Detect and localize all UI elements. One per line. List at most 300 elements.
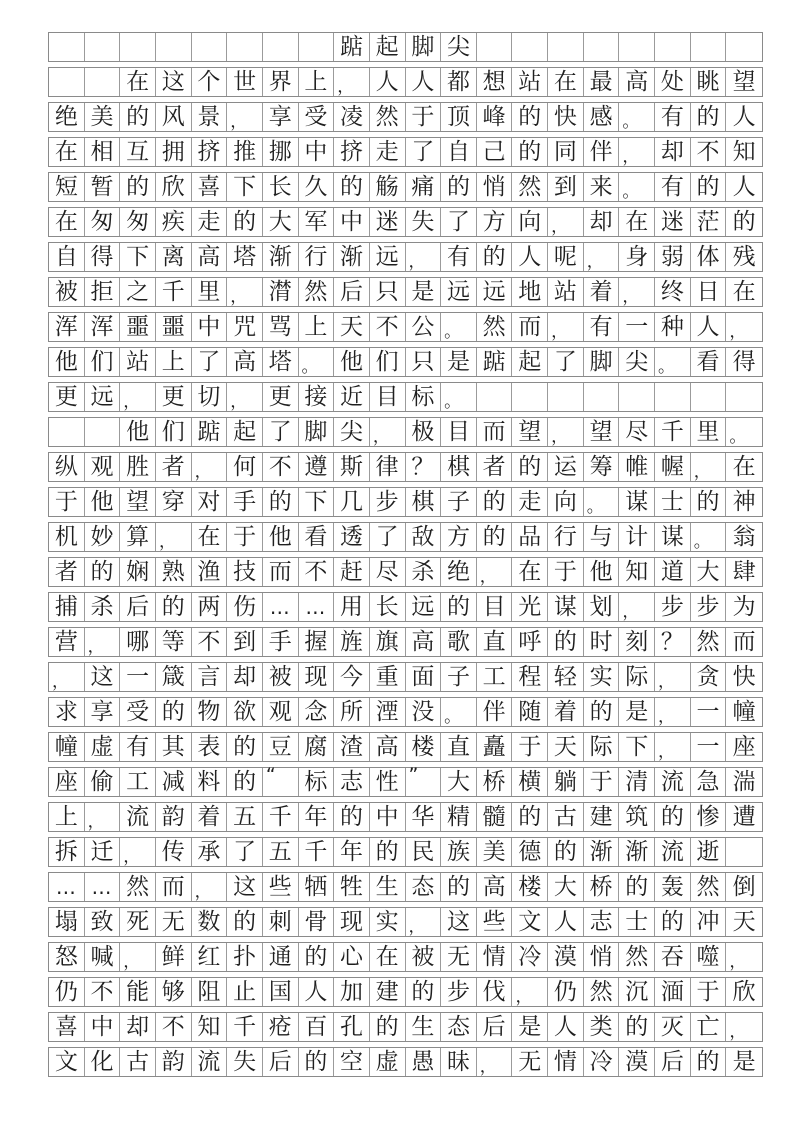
handwritten-character: 灭 [660, 1013, 684, 1040]
grid-cell [691, 663, 727, 691]
handwritten-character: 世 [233, 68, 257, 95]
grid-cell [691, 418, 727, 446]
handwritten-character: 后 [340, 278, 364, 305]
grid-cell [548, 138, 584, 166]
handwritten-character: 死 [126, 908, 150, 935]
handwritten-character: 熟 [161, 558, 185, 585]
grid-cell [370, 348, 406, 376]
handwritten-character: 品 [518, 523, 542, 550]
handwritten-character: 向 [518, 208, 542, 235]
handwritten-character: 地 [518, 278, 542, 305]
handwritten-character: 算 [126, 523, 150, 550]
grid-cell [548, 488, 584, 516]
handwritten-character: 是 [518, 1013, 542, 1040]
handwritten-character: 流 [660, 838, 684, 865]
grid-cell [477, 1048, 513, 1076]
grid-cell [263, 348, 299, 376]
handwritten-character: 了 [197, 348, 221, 375]
grid-cell [441, 68, 477, 96]
grid-cell [227, 733, 263, 761]
grid-cell [334, 593, 370, 621]
grid-cell [49, 803, 85, 831]
handwritten-character: 类 [589, 1013, 613, 1040]
handwritten-character: 美 [90, 103, 114, 130]
handwritten-character: 浑 [90, 313, 114, 340]
grid-cell [263, 764, 299, 796]
handwritten-character: 料 [197, 768, 221, 795]
grid-cell [655, 873, 691, 901]
handwritten-character: ， [408, 917, 426, 937]
grid-cell [120, 278, 156, 306]
grid-cell [726, 103, 762, 131]
handwritten-character: 他 [54, 348, 78, 375]
grid-cell [619, 68, 655, 96]
grid-cell [406, 278, 442, 306]
grid-cell [477, 453, 513, 481]
grid-cell [584, 523, 620, 551]
handwritten-character: 悄 [482, 173, 506, 200]
handwritten-character: 塌 [54, 908, 78, 935]
grid-cell [120, 208, 156, 236]
handwritten-character: 凌 [340, 103, 364, 130]
handwritten-character: 长 [375, 593, 399, 620]
grid-cell [85, 68, 121, 96]
grid-cell [334, 803, 370, 831]
handwritten-character: 。 [693, 532, 711, 552]
handwritten-character: 楼 [411, 733, 435, 760]
grid-cell [512, 803, 548, 831]
handwritten-character: 胜 [126, 453, 150, 480]
grid-cell [548, 698, 584, 726]
grid-cell [156, 628, 192, 656]
grid-cell [726, 663, 762, 691]
grid-cell [655, 628, 691, 656]
handwritten-character: 运 [553, 453, 577, 480]
handwritten-character: 扑 [233, 943, 257, 970]
grid-cell [691, 208, 727, 236]
grid-cell [49, 313, 85, 341]
grid-cell [406, 243, 442, 271]
text-row [48, 872, 763, 902]
grid-cell [441, 418, 477, 446]
handwritten-character: 一 [625, 313, 649, 340]
handwritten-character: 更 [54, 383, 78, 410]
grid-cell [156, 68, 192, 96]
grid-cell [334, 313, 370, 341]
handwritten-character: ， [515, 987, 533, 1007]
handwritten-character: 用 [340, 593, 364, 620]
grid-cell [512, 628, 548, 656]
grid-cell [263, 33, 299, 61]
handwritten-character: 噩 [161, 313, 185, 340]
grid-cell [619, 733, 655, 761]
grid-cell [477, 873, 513, 901]
handwritten-character: 传 [161, 838, 185, 865]
handwritten-character: 只 [375, 278, 399, 305]
grid-cell [726, 138, 762, 166]
handwritten-character: ？ [411, 453, 435, 480]
grid-cell [619, 803, 655, 831]
grid-cell [227, 173, 263, 201]
grid-cell [120, 523, 156, 551]
handwritten-character: ， [693, 462, 711, 482]
handwritten-character: 里 [696, 418, 720, 445]
grid-cell [227, 103, 263, 131]
grid-cell [691, 173, 727, 201]
handwritten-character: 风 [161, 103, 185, 130]
handwritten-character: 手 [268, 628, 292, 655]
grid-cell [406, 488, 442, 516]
handwritten-character: 体 [696, 243, 720, 270]
handwritten-character: 不 [161, 1013, 185, 1040]
grid-cell [441, 558, 477, 586]
handwritten-character: 渣 [340, 733, 364, 760]
grid-cell [227, 313, 263, 341]
handwritten-character: 他 [340, 348, 364, 375]
handwritten-character: 被 [268, 663, 292, 690]
handwritten-character: 的 [732, 208, 756, 235]
grid-cell [299, 1048, 335, 1076]
grid-cell [263, 523, 299, 551]
handwritten-character: 横 [518, 768, 542, 795]
handwritten-character: 推 [233, 138, 257, 165]
handwritten-character: 迁 [90, 838, 114, 865]
grid-cell [334, 103, 370, 131]
handwritten-character: 人 [411, 68, 435, 95]
handwritten-character: 妙 [90, 523, 114, 550]
grid-cell [477, 768, 513, 796]
handwritten-character: 切 [197, 383, 221, 410]
grid-cell [370, 908, 406, 936]
handwritten-character: 却 [589, 208, 613, 235]
handwritten-character: 旌 [340, 628, 364, 655]
handwritten-character: 无 [518, 1048, 542, 1075]
grid-cell [619, 488, 655, 516]
handwritten-character: 不 [696, 138, 720, 165]
handwritten-character: 物 [197, 698, 221, 725]
handwritten-character: 觞 [375, 173, 399, 200]
grid-cell [726, 68, 762, 96]
grid-cell [548, 628, 584, 656]
handwritten-character: 实 [589, 663, 613, 690]
grid-cell [192, 873, 228, 901]
handwritten-character: 怒 [54, 943, 78, 970]
grid-cell [655, 1048, 691, 1076]
handwritten-character: 。 [586, 497, 604, 517]
grid-cell [156, 768, 192, 796]
handwritten-character: 棋 [411, 488, 435, 515]
handwritten-character: 们 [90, 348, 114, 375]
handwritten-character: 流 [660, 768, 684, 795]
handwritten-character: 豆 [268, 733, 292, 760]
handwritten-character: 流 [126, 803, 150, 830]
handwritten-character: 年 [340, 838, 364, 865]
grid-cell [691, 873, 727, 901]
handwritten-character: 座 [732, 733, 756, 760]
grid-cell [192, 33, 228, 61]
handwritten-character: 却 [126, 1013, 150, 1040]
handwritten-character: 的 [482, 488, 506, 515]
grid-cell [299, 663, 335, 691]
handwritten-character: 这 [233, 873, 257, 900]
handwritten-character: 工 [482, 663, 506, 690]
grid-cell [85, 418, 121, 446]
handwritten-character: 穿 [161, 488, 185, 515]
handwritten-character: 纵 [54, 453, 78, 480]
text-row [48, 557, 763, 587]
grid-cell [49, 418, 85, 446]
handwritten-character: 通 [268, 943, 292, 970]
handwritten-character: 美 [482, 838, 506, 865]
grid-cell [334, 698, 370, 726]
grid-cell [691, 523, 727, 551]
grid-cell [619, 173, 655, 201]
handwritten-character: 生 [375, 873, 399, 900]
grid-cell [726, 978, 762, 1006]
handwritten-character: 渐 [589, 838, 613, 865]
handwritten-character: 喊 [90, 943, 114, 970]
handwritten-character: 千 [660, 418, 684, 445]
grid-cell [619, 243, 655, 271]
grid-cell [299, 33, 335, 61]
handwritten-character: 对 [197, 488, 221, 515]
handwritten-character: ， [729, 1022, 747, 1042]
handwritten-character: 的 [126, 173, 150, 200]
grid-cell [512, 978, 548, 1006]
grid-cell [691, 313, 727, 341]
handwritten-character: 些 [482, 908, 506, 935]
handwritten-character: 的 [233, 768, 257, 795]
handwritten-character: 的 [696, 1048, 720, 1075]
handwritten-character: 等 [161, 628, 185, 655]
handwritten-character: 高 [482, 873, 506, 900]
grid-cell [156, 733, 192, 761]
grid-cell [120, 488, 156, 516]
handwritten-character: 时 [589, 628, 613, 655]
grid-cell [299, 978, 335, 1006]
handwritten-character: 方 [446, 523, 470, 550]
handwritten-character: 者 [54, 558, 78, 585]
handwritten-character: 文 [518, 908, 542, 935]
grid-cell [441, 208, 477, 236]
grid-cell [299, 873, 335, 901]
handwritten-character: 公 [411, 313, 435, 340]
grid-cell [619, 838, 655, 866]
grid-cell [584, 943, 620, 971]
handwritten-character: 喜 [197, 173, 221, 200]
handwritten-character: 惨 [696, 803, 720, 830]
grid-cell [334, 873, 370, 901]
handwritten-character: 筹 [589, 453, 613, 480]
handwritten-character: 杀 [90, 593, 114, 620]
handwritten-character: 感 [589, 103, 613, 130]
grid-cell [691, 348, 727, 376]
handwritten-character: ， [479, 1057, 497, 1077]
handwritten-character: 数 [197, 908, 221, 935]
handwritten-character: 谋 [553, 593, 577, 620]
handwritten-character: 挤 [197, 138, 221, 165]
text-row [48, 487, 763, 517]
handwritten-character: 的 [482, 243, 506, 270]
grid-cell [120, 243, 156, 271]
handwritten-character: 下 [126, 243, 150, 270]
handwritten-character: … [91, 875, 113, 899]
grid-cell [49, 208, 85, 236]
handwritten-character: 求 [54, 698, 78, 725]
grid-cell [548, 348, 584, 376]
grid-cell [192, 68, 228, 96]
grid-cell [370, 978, 406, 1006]
handwritten-character: 的 [553, 628, 577, 655]
grid-cell [334, 733, 370, 761]
handwritten-character: 天 [553, 733, 577, 760]
text-row [48, 382, 763, 412]
grid-cell [227, 208, 263, 236]
grid-cell [370, 243, 406, 271]
grid-cell [156, 173, 192, 201]
handwritten-character: 桥 [482, 768, 506, 795]
handwritten-character: 中 [197, 313, 221, 340]
grid-cell [584, 383, 620, 411]
grid-cell [299, 68, 335, 96]
handwritten-character: 的 [446, 593, 470, 620]
text-row [48, 764, 763, 797]
handwritten-character: 躺 [553, 768, 577, 795]
grid-cell [192, 138, 228, 166]
handwritten-character: 了 [553, 348, 577, 375]
grid-cell [726, 698, 762, 726]
handwritten-character: 挪 [268, 138, 292, 165]
grid-cell [49, 173, 85, 201]
grid-cell [726, 418, 762, 446]
handwritten-character: 近 [340, 383, 364, 410]
handwritten-character: ， [123, 952, 141, 972]
grid-cell [441, 138, 477, 166]
grid-cell [192, 698, 228, 726]
grid-cell [192, 978, 228, 1006]
handwritten-character: 的 [660, 803, 684, 830]
grid-cell [441, 628, 477, 656]
grid-cell [619, 348, 655, 376]
grid-cell [156, 383, 192, 411]
handwritten-character: 与 [589, 523, 613, 550]
grid-cell [406, 558, 442, 586]
handwritten-character: 重 [375, 663, 399, 690]
handwritten-character: … [55, 875, 77, 899]
handwritten-character: 致 [90, 908, 114, 935]
grid-cell [49, 1013, 85, 1041]
handwritten-character: ， [123, 847, 141, 867]
grid-cell [441, 243, 477, 271]
grid-cell [691, 733, 727, 761]
handwritten-character: 站 [126, 348, 150, 375]
handwritten-character: 神 [732, 488, 756, 515]
handwritten-character: 塔 [233, 243, 257, 270]
grid-cell [156, 348, 192, 376]
grid-cell [406, 663, 442, 691]
handwritten-character: 的 [553, 838, 577, 865]
text-row [48, 627, 763, 657]
handwritten-character: 际 [625, 663, 649, 690]
handwritten-character: 站 [518, 68, 542, 95]
handwritten-character: 享 [268, 103, 292, 130]
handwritten-character: 赶 [340, 558, 364, 585]
grid-cell [512, 943, 548, 971]
handwritten-character: 知 [625, 558, 649, 585]
grid-cell [726, 523, 762, 551]
handwritten-character: 匆 [126, 208, 150, 235]
grid-cell [619, 663, 655, 691]
grid-cell [691, 138, 727, 166]
handwritten-character: 望 [732, 68, 756, 95]
grid-cell [192, 278, 228, 306]
handwritten-character: 韵 [161, 803, 185, 830]
handwritten-character: 今 [340, 663, 364, 690]
grid-cell [49, 733, 85, 761]
grid-cell [85, 208, 121, 236]
handwritten-character: 了 [268, 418, 292, 445]
handwritten-character: 。 [444, 392, 462, 412]
handwritten-character: 的 [446, 173, 470, 200]
grid-cell [156, 663, 192, 691]
handwritten-character: 华 [411, 803, 435, 830]
handwritten-character: 然 [304, 278, 328, 305]
grid-cell [477, 1013, 513, 1041]
handwritten-character: 他 [126, 418, 150, 445]
grid-cell [49, 698, 85, 726]
grid-cell [512, 173, 548, 201]
handwritten-character: 空 [340, 1048, 364, 1075]
handwritten-character: 界 [268, 68, 292, 95]
handwritten-character: ” [408, 764, 419, 786]
grid-cell [370, 383, 406, 411]
grid-cell [299, 593, 335, 621]
handwritten-character: ， [87, 637, 105, 657]
handwritten-character: 自 [446, 138, 470, 165]
grid-cell [691, 488, 727, 516]
handwritten-character: 而 [482, 418, 506, 445]
handwritten-character: 在 [732, 453, 756, 480]
grid-cell [691, 768, 727, 796]
handwritten-character: 的 [696, 103, 720, 130]
handwritten-character: 棋 [446, 453, 470, 480]
grid-cell [477, 978, 513, 1006]
grid-cell [85, 943, 121, 971]
handwritten-character: 上 [54, 803, 78, 830]
grid-cell [334, 838, 370, 866]
handwritten-character: 的 [518, 103, 542, 130]
grid-cell [156, 803, 192, 831]
grid-cell [691, 908, 727, 936]
handwritten-character: 程 [518, 663, 542, 690]
grid-cell [655, 523, 691, 551]
handwritten-character: 只 [411, 348, 435, 375]
handwritten-character: 更 [161, 383, 185, 410]
grid-cell [263, 628, 299, 656]
grid-cell [477, 138, 513, 166]
grid-cell [227, 908, 263, 936]
handwritten-character: 于 [411, 103, 435, 130]
handwritten-character: 互 [126, 138, 150, 165]
grid-cell [726, 348, 762, 376]
handwritten-character: 接 [304, 383, 328, 410]
grid-cell [334, 663, 370, 691]
handwritten-character: 湍 [732, 768, 756, 795]
grid-cell [263, 1013, 299, 1041]
grid-cell [370, 68, 406, 96]
grid-cell [299, 733, 335, 761]
handwritten-character: 标 [304, 768, 328, 795]
